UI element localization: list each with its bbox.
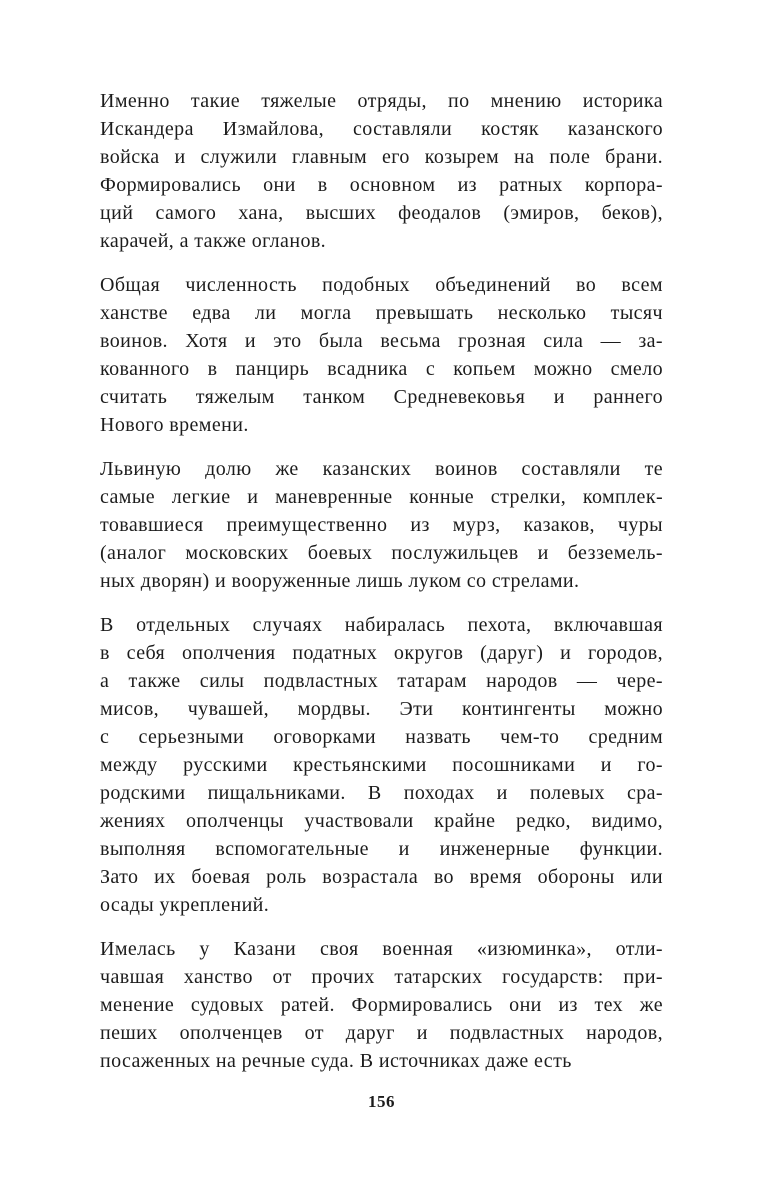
text-line: Общая численность подобных объединений во всем xyxy=(100,274,663,296)
text-line: с серьезными оговорками назвать чем-то средним xyxy=(100,726,663,748)
text-line: кованного в панцирь всадника с копьем можно смело xyxy=(100,358,663,380)
text-line: В отдельных случаях набиралась пехота, включавшая xyxy=(100,614,663,636)
paragraph xyxy=(100,271,663,439)
text-block xyxy=(100,87,663,1091)
text-line: посаженных на речные суда. В источниках даже есть xyxy=(100,1050,572,1072)
text-line: выполняя вспомогательные и инженерные функции. xyxy=(100,838,663,860)
paragraph xyxy=(100,87,663,255)
text-line: Зато их боевая роль возрастала во время обороны или xyxy=(100,866,663,888)
text-line: ных дворян) и вооруженные лишь луком со стрелами. xyxy=(100,570,580,592)
text-line: Формировались они в основном из ратных корпора- xyxy=(100,174,663,196)
text-line: пеших ополченцев от даруг и подвластных народов, xyxy=(100,1022,663,1044)
text-line: между русскими крестьянскими посошниками и го- xyxy=(100,754,663,776)
text-line: воинов. Хотя и это была весьма грозная сила — за- xyxy=(100,330,663,352)
text-line: родскими пищальниками. В походах и полевых сра- xyxy=(100,782,663,804)
text-line: а также силы подвластных татарам народов — чере- xyxy=(100,670,663,692)
text-line: карачей, а также огланов. xyxy=(100,230,327,252)
text-line: чавшая ханство от прочих татарских государств: при- xyxy=(100,966,663,988)
text-line: (аналог московских боевых послужильцев и безземель- xyxy=(100,542,663,564)
text-line: мисов, чувашей, мордвы. Эти контингенты можно xyxy=(100,698,663,720)
text-line: Нового времени. xyxy=(100,414,249,436)
text-line: менение судовых ратей. Формировались они из тех же xyxy=(100,994,663,1016)
text-line: товавшиеся преимущественно из мурз, казаков, чуры xyxy=(100,514,663,536)
text-line: в себя ополчения податных округов (даруг) и городов, xyxy=(100,642,663,664)
text-line: войска и служили главным его козырем на поле брани. xyxy=(100,146,663,168)
text-line: ханстве едва ли могла превышать несколько тысяч xyxy=(100,302,663,324)
text-line: жениях ополченцы участвовали крайне редко, видимо, xyxy=(100,810,663,832)
text-line: Имелась у Казани своя военная «изюминка», отли- xyxy=(100,938,663,960)
paragraph xyxy=(100,935,663,1075)
text-line: Искандера Измайлова, составляли костяк казанского xyxy=(100,118,663,140)
text-line: Львиную долю же казанских воинов составляли те xyxy=(100,458,663,480)
text-line: самые легкие и маневренные конные стрелки, комплек- xyxy=(100,486,663,508)
paragraph xyxy=(100,611,663,919)
text-line: Именно такие тяжелые отряды, по мнению историка xyxy=(100,90,663,112)
paragraph xyxy=(100,455,663,595)
text-line: осады укреплений. xyxy=(100,894,270,916)
text-line: ций самого хана, высших феодалов (эмиров, беков), xyxy=(100,202,663,224)
text-line: считать тяжелым танком Средневековья и раннего xyxy=(100,386,663,408)
page-number: 156 xyxy=(368,1092,395,1111)
